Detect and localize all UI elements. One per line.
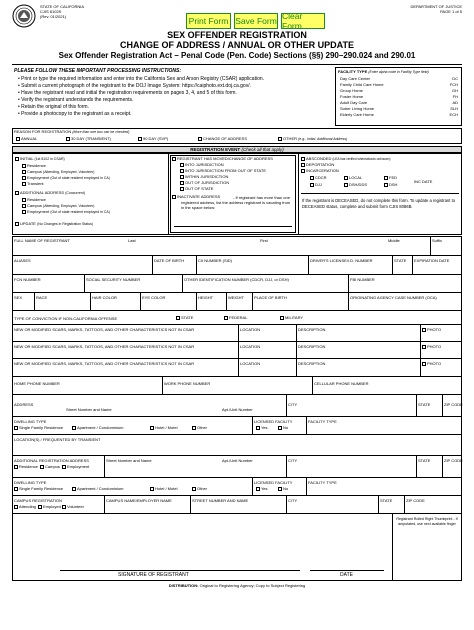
first-label: First [260,238,268,243]
aliases-row-line[interactable] [12,274,462,275]
fcn-label: FCN NUMBER [14,277,41,282]
facility-item: Adult Day Care AD [340,100,458,105]
conviction-label: TYPE OF CONVICTION IF NON-CALIFORNIA OFFENSE [14,316,118,321]
reason-change-of-address[interactable]: CHANGE OF ADDRESS [198,137,247,141]
divider [12,64,462,65]
zip-label: ZIP CODE [444,402,463,407]
dwelling-label: DWELLING TYPE [14,419,47,424]
sex-label: SEX [14,295,23,300]
conviction-military[interactable]: MILITARY [280,316,303,320]
middle-label: Middle [388,238,400,243]
height-label: HEIGHT [198,295,214,300]
instruction-item: • Submit a current photograph of the registrant to the DOJ Image System: https://caiphoto.ext.doj.ca.gov/. [18,83,251,89]
sex-row-line[interactable] [12,310,462,311]
dwelling2-hotel[interactable]: Hotel / Motel [150,487,177,491]
state-line: STATE OF CALIFORNIA [40,4,85,9]
fcn-row-line[interactable] [12,292,462,293]
state-seal-icon [12,4,36,28]
campus-name-label: CAMPUS NAME/EMPLOYER NAME [106,498,172,503]
additional-address-checkbox[interactable]: ADDITIONAL ADDRESS (Concurrent) [15,191,85,196]
signature-line[interactable] [60,570,300,571]
additional-employment[interactable]: Employment (Out of state resident employed in CA) [22,210,110,215]
facility-item: Foster Home FH [340,94,458,99]
facility-type-heading: FACILITY TYPE (Enter alpha code in Facility Type field) [338,69,429,74]
inc-dsh[interactable]: DSH [384,183,397,187]
photo-label-1: PHOTO [422,327,441,332]
out-of-state[interactable]: OUT OF STATE [180,187,213,191]
initial-campus[interactable]: Campus (Attending, Employed, Volunteer) [22,170,94,175]
dwelling-hotel[interactable]: Hotel / Motel [150,426,177,430]
dl-state-label: STATE [394,258,407,263]
moved-checkbox[interactable]: REGISTRANT HAS MOVED/CHANGE OF ADDRESS [172,157,273,161]
into-jurisdiction-oos[interactable]: INTO JURISDICTION FROM OUT OF STATE [180,169,266,173]
cell-phone-label: CELLULAR PHONE NUMBER [314,381,369,386]
within-jurisdiction[interactable]: WITHIN JURISDICTION [180,175,228,179]
location-label-1: LOCATION [240,327,261,332]
licensed-yes[interactable]: Yes [256,426,268,430]
facility-type-label-2: FACILITY TYPE [308,480,337,485]
inc-cdcr[interactable]: CDCR [310,176,327,180]
thumbprint-label: Registrant Rolled Right Thumbprint - If amputated, use next available finger [396,517,458,526]
initial-employment[interactable]: Employment (Out of state resident employed in CA) [22,176,110,181]
add-street-label: Street Number and Name [106,458,152,463]
inc-fed[interactable]: FED [384,176,397,180]
location-label-3: LOCATION [240,361,261,366]
facility-item: Sober Living Home SLH [340,106,458,111]
instruction-item: • Provide a photocopy to the registrant as a receipt. [18,111,132,117]
registration-event-bar: REGISTRATION EVENT (Check all that apply) [12,146,462,153]
scars-input-2[interactable] [12,358,462,359]
full-name-label: FULL NAME OF REGISTRANT [14,238,70,243]
pob-label: PLACE OF BIRTH [254,295,287,300]
inc-dsh-dds[interactable]: DSH/DDS [344,183,367,187]
instructions-heading: PLEASE FOLLOW THESE IMPORTANT PROCESSING INSTRUCTIONS: [14,68,182,74]
facility-item: Group Home GH [340,88,458,93]
state-label: STATE [418,402,431,407]
location-label-2: LOCATION [240,344,261,349]
absconded-checkbox[interactable]: ABSCONDED (LEA has verified whereabouts unknown) [301,157,390,161]
photo-label-3: PHOTO [422,361,441,366]
licensed2-no[interactable]: No [278,487,288,491]
transient-locations-input[interactable] [12,455,462,456]
apt-label: Apt./Unit Number [222,407,253,412]
transient-locations-label: LOCATION(S) / FREQUENTED BY TRANSIENT [14,437,101,442]
oca-label: ORIGINATING AGENCY CASE NUMBER (OCA) [350,295,437,300]
out-of-jurisdiction[interactable]: OUT OF JURISDICTION [180,181,229,185]
fbi-label: FBI NUMBER [350,277,375,282]
description-label-3: DESCRIPTION [298,361,326,366]
signature-label: SIGNATURE OF REGISTRANT [118,572,189,578]
dob-label: DATE OF BIRTH [154,258,185,263]
inactivate-address[interactable]: INACTIVATE ADDRESS [172,195,220,199]
instruction-item: • Retain the original of this form. [18,104,89,110]
dwelling-other[interactable]: Other [192,426,207,430]
clear-form-button[interactable]: Clear Form [281,13,325,29]
dwelling-label-2: DWELLING TYPE [14,480,47,485]
facility-type-label: FACILITY TYPE [308,419,337,424]
suffix-label: Suffix [432,238,442,243]
reason-30-day[interactable]: 30 DAY (TRANSIENT) [66,137,111,141]
facility-item: Family Child Care Home FCH [340,82,458,87]
distribution-line: DISTRIBUTION: Original to Registering Agency; Copy to Subject Registering [168,583,306,588]
instruction-item: • Verify the registrant understands the requirements. [18,97,134,103]
photo-label-2: PHOTO [422,344,441,349]
home-phone-label: HOME PHONE NUMBER [14,381,60,386]
phone-row-line[interactable] [12,394,462,395]
weight-label: WEIGHT [228,295,244,300]
eye-label: EYE COLOR [142,295,166,300]
initial-transient[interactable]: Transient [22,182,44,186]
facility-item: Elderly Care Home ECH [340,112,458,117]
ssn-label: SOCIAL SECURITY NUMBER [86,277,141,282]
add-residence[interactable]: Residence [14,465,38,469]
reason-90-day[interactable]: 90 DAY (SVP) [138,137,168,141]
address-row-line[interactable] [12,416,462,417]
print-form-button[interactable]: Print Form [186,13,231,29]
campus-zip-label: ZIP CODE [406,498,425,503]
update-checkbox[interactable]: UPDATE (No Changes in Registration Status) [15,222,93,227]
dl-label: DRIVER'S LICENSE/I.D. NUMBER [310,258,373,263]
inactivate-note: - If registrant has more than one registered address, list the address registrant is vacating from in the space below: [181,195,291,210]
statute-line: Sex Offender Registration Act – Penal Code (Pen. Code) Sections (§§) 290–290.024 and 290.01 [58,51,416,60]
form-subtitle: CHANGE OF ADDRESS / ANNUAL OR OTHER UPDATE [119,40,354,50]
facility-item: Day Care Center DC [340,76,458,81]
campus-registration-label: CAMPUS REGISTRATION [14,498,62,503]
form-number: CJIS 8102S [40,9,62,14]
incarceration-checkbox[interactable]: INCARCERATION [301,169,339,173]
scars-label-2: NEW OR MODIFIED SCARS, MARKS, TATTOOS, AND OTHER CHARACTERISTICS NOT IN CSAR [14,344,195,349]
dwelling2-single[interactable]: Single Family Residence [14,487,63,491]
additional-residence[interactable]: Residence [22,198,46,202]
campus-state-label: STATE [380,498,393,503]
scars-input-3[interactable] [12,376,462,377]
dwelling2-apartment[interactable]: Apartment / Condominium [72,487,123,491]
reason-other[interactable]: OTHER (e.g., Initial, Additional Address) [278,137,347,142]
campus-street-label: STREET NUMBER AND NAME [192,498,249,503]
initial-residence[interactable]: Residence [22,164,46,168]
inc-date-label: INC DATE [414,179,433,184]
add-apt-label: Apt./Unit Number [222,458,253,463]
scars-label-1: NEW OR MODIFIED SCARS, MARKS, TATTOOS, AND OTHER CHARACTERISTICS NOT IN CSAR [14,327,195,332]
page-number: PAGE 1 of 5 [440,9,462,14]
expiration-label: EXPIRATION DATE [414,258,450,263]
campus-employed[interactable]: Employed [38,505,61,509]
into-jurisdiction[interactable]: INTO JURISDICTION [180,163,224,167]
add-state-label: STATE [418,458,431,463]
reason-label: REASON FOR REGISTRATION (More than one box can be checked) [14,129,130,134]
deceased-note: If the registrant is DECEASED, do not complete this form. To update a registrant to DECEASED status, complete and submit form CJIS 8086B. [302,198,456,209]
dwelling2-other[interactable]: Other [192,487,207,491]
conviction-state[interactable]: STATE [176,316,193,320]
additional-address-input[interactable] [12,477,462,478]
date-label: DATE [340,572,353,578]
add-zip-label: ZIP CODE [444,458,463,463]
form-title: SEX OFFENDER REGISTRATION [167,30,307,40]
licensed-label: LICENSED FACILITY [254,419,293,424]
add-employment[interactable]: Employment [62,465,89,469]
description-label-1: DESCRIPTION [298,327,326,332]
last-label: Last [128,238,136,243]
add-campus[interactable]: Campus [40,465,60,469]
deportation-checkbox[interactable]: DEPORTATION [301,163,334,167]
conviction-federal[interactable]: FEDERAL [224,316,247,320]
additional-address-label: ADDITIONAL REGISTRATION ADDRESS [14,458,89,463]
add-city-label: CITY [288,458,298,463]
campus-volunteer[interactable]: Volunteer [62,505,84,509]
licensed-no[interactable]: No [278,426,288,430]
dwelling-apartment[interactable]: Apartment / Condominium [72,426,123,430]
dwelling-single[interactable]: Single Family Residence [14,426,63,430]
reason-annual[interactable]: ANNUAL [16,137,37,141]
department-label: DEPARTMENT OF JUSTICE [410,4,462,9]
form-revision: (Rev. 01/2021) [40,14,67,19]
instruction-item: • Have the registrant read and initial the registration requirements on pages 3, 4, and 5 of this form. [18,90,237,96]
campus-attending[interactable]: Attending [14,505,36,509]
cii-label: CII NUMBER (SID) [198,258,232,263]
scars-input-1[interactable] [12,341,462,342]
licensed2-yes[interactable]: Yes [256,487,268,491]
address-label: ADDRESS [14,402,34,407]
hair-label: HAIR COLOR [92,295,117,300]
race-label: RACE [36,295,48,300]
inc-djj[interactable]: DJJ [310,183,322,187]
full-name-input[interactable] [12,255,462,256]
city-label: CITY [288,402,298,407]
initial-checkbox[interactable]: INITIAL (1st 8102 in CSAR) [15,157,65,162]
additional-campus[interactable]: Campus (Attending, Employed, Volunteer) [22,204,94,209]
instruction-item: • Print or type the required information and enter into the California Sex and Arson Registry (CSAR) application. [18,76,265,82]
licensed-label-2: LICENSED FACILITY [254,480,293,485]
date-line[interactable] [310,570,384,571]
campus-city-label: CITY [288,498,298,503]
save-form-button[interactable]: Save Form [234,13,278,29]
other-id-label: OTHER IDENTIFICATION NUMBER (CDCR, DJJ, or DSH) [184,277,289,282]
inc-local[interactable]: LOCAL [344,176,362,180]
aliases-label: ALIASES [14,258,31,263]
scars-label-3: NEW OR MODIFIED SCARS, MARKS, TATTOOS, AND OTHER CHARACTERISTICS NOT IN CSAR [14,361,195,366]
work-phone-label: WORK PHONE NUMBER [164,381,211,386]
description-label-2: DESCRIPTION [298,344,326,349]
inactivate-address-line[interactable] [174,226,292,227]
street-name-label: Street Number and Name [66,407,112,412]
